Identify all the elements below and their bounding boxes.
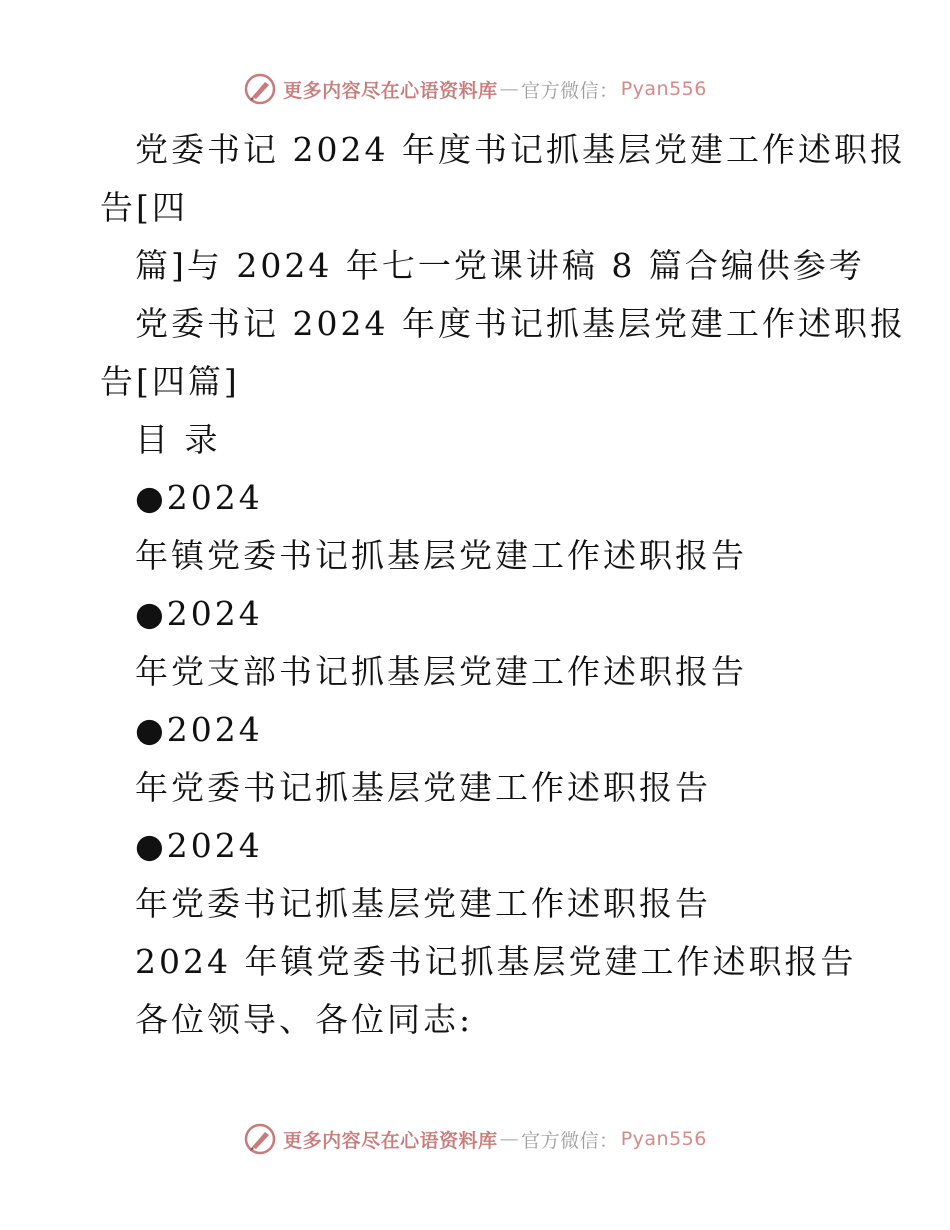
toc-item-4: 年党委书记抓基层党建工作述职报告: [135, 884, 711, 923]
subtitle-line-1: 党委书记 2024 年度书记抓基层党建工作述职报: [135, 304, 906, 343]
title-line-1: 党委书记 2024 年度书记抓基层党建工作述职报: [135, 130, 906, 169]
subtitle-line-2: 告[四篇]: [100, 362, 240, 401]
watermark-brand: 更多内容尽在心语资料库: [283, 1129, 498, 1152]
watermark-label: 官方微信：: [521, 1129, 619, 1152]
toc-bullet-4: ●2024: [135, 826, 263, 865]
watermark-brand: 更多内容尽在心语资料库: [283, 79, 498, 102]
salutation: 各位领导、各位同志:: [135, 1000, 474, 1039]
watermark-separator: —: [499, 78, 520, 100]
toc-bullet-1: ●2024: [135, 478, 263, 517]
toc-bullet-2: ●2024: [135, 594, 263, 633]
footer-watermark: [0, 1122, 950, 1156]
toc-item-1: 年镇党委书记抓基层党建工作述职报告: [135, 536, 747, 575]
toc-bullet-3: ●2024: [135, 710, 263, 749]
watermark-separator: —: [499, 1128, 520, 1150]
toc-heading: 目 录: [135, 420, 221, 459]
title-line-3: 篇]与 2024 年七一党课讲稿 8 篇合编供参考: [135, 246, 865, 285]
toc-item-2: 年党支部书记抓基层党建工作述职报告: [135, 652, 747, 691]
toc-item-3: 年党委书记抓基层党建工作述职报告: [135, 768, 711, 807]
watermark-label: 官方微信：: [521, 79, 619, 102]
section-heading: 2024 年镇党委书记抓基层党建工作述职报告: [135, 942, 857, 981]
pen-logo-icon: [243, 1122, 277, 1156]
pen-logo-icon: [243, 72, 277, 106]
title-line-2: 告[四: [100, 188, 188, 227]
watermark-id: Pyan556: [620, 78, 707, 100]
watermark-id: Pyan556: [620, 1128, 707, 1150]
header-watermark: [0, 72, 950, 106]
